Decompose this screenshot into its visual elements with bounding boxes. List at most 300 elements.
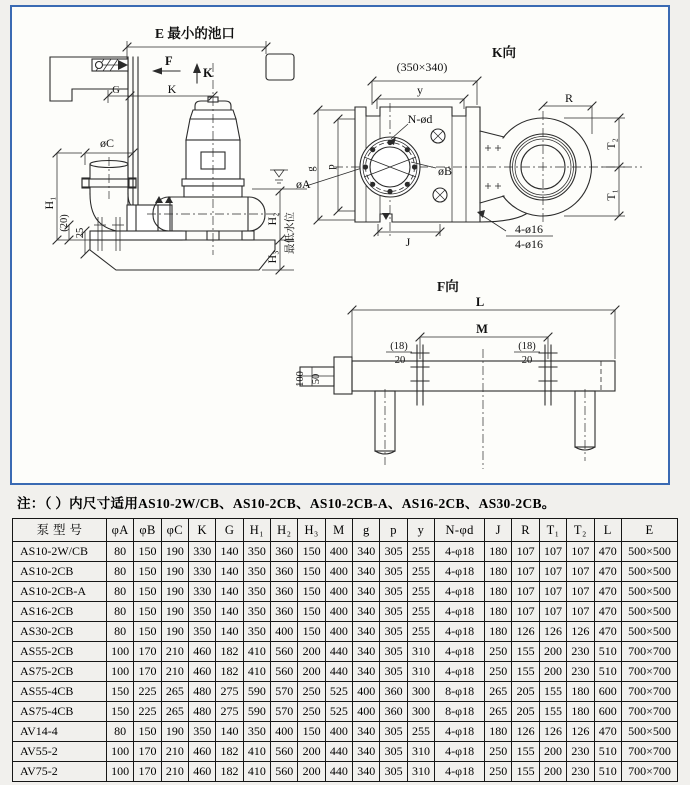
dimension-value-cell: 255 (407, 582, 434, 602)
dimension-value-cell: 410 (243, 662, 270, 682)
dimension-value-cell: 225 (134, 682, 161, 702)
table-row (13, 622, 678, 642)
dimension-value-cell: 500×500 (622, 582, 678, 602)
dimension-value-cell: 255 (407, 602, 434, 622)
dimension-value-cell: 126 (567, 622, 594, 642)
dimension-value-cell: 305 (380, 602, 407, 622)
table-header-row (13, 519, 678, 542)
dimension-value-cell: 305 (380, 642, 407, 662)
dimension-value-cell: 360 (380, 682, 407, 702)
dimension-value-cell: 150 (134, 622, 161, 642)
dimension-value-cell: 80 (107, 722, 134, 742)
dimension-value-cell: 8-φ18 (435, 682, 485, 702)
pump-model-cell: AS30-2CB (13, 622, 107, 642)
dimension-value-cell: 340 (353, 642, 380, 662)
drawing-frame (10, 5, 670, 485)
dimension-value-cell: 400 (353, 702, 380, 722)
dimension-value-cell: 460 (189, 742, 216, 762)
dimension-value-cell: 205 (512, 702, 539, 722)
dimension-value-cell: 4-φ18 (435, 742, 485, 762)
dim-label-y: y (417, 83, 423, 97)
dimension-value-cell: 400 (271, 622, 298, 642)
dimension-value-cell: 255 (407, 542, 434, 562)
dimension-value-cell: 150 (298, 602, 325, 622)
dimension-value-cell: 4-φ18 (435, 542, 485, 562)
pump-model-cell: AS75-4CB (13, 702, 107, 722)
dim-label-t2: T₂ (604, 138, 618, 150)
dimension-value-cell: 126 (567, 722, 594, 742)
dimension-value-cell: 265 (485, 682, 512, 702)
dimension-value-cell: 180 (485, 602, 512, 622)
column-header: φB (134, 519, 161, 542)
dimension-value-cell: 190 (161, 542, 188, 562)
dimension-value-cell: 500×500 (622, 542, 678, 562)
dimension-value-cell: 340 (353, 762, 380, 782)
column-header: φC (161, 519, 188, 542)
dimension-value-cell: 107 (539, 562, 566, 582)
dimension-value-cell: 107 (567, 542, 594, 562)
dimension-value-cell: 305 (380, 622, 407, 642)
dimension-value-cell: 500×500 (622, 602, 678, 622)
table-row (13, 702, 678, 722)
suction-flange (360, 137, 420, 197)
view-label-k: K (203, 66, 213, 80)
dimension-value-cell: 400 (325, 722, 352, 742)
dimension-value-cell: 305 (380, 742, 407, 762)
f-direction-view (295, 278, 619, 469)
column-header: T₁ (539, 519, 566, 542)
column-header: E (622, 519, 678, 542)
dimension-value-cell: 250 (298, 702, 325, 722)
dimension-value-cell: 305 (380, 562, 407, 582)
dimension-value-cell: 150 (298, 562, 325, 582)
dimension-value-cell: 170 (134, 642, 161, 662)
dimension-value-cell: 4-φ18 (435, 602, 485, 622)
dim-label-p-small: p (326, 164, 337, 170)
dimension-value-cell: 182 (216, 642, 243, 662)
dimension-value-cell: 500×500 (622, 622, 678, 642)
dimension-value-cell: 340 (353, 622, 380, 642)
dimension-value-cell: 460 (189, 762, 216, 782)
dimension-value-cell: 170 (134, 762, 161, 782)
dimension-value-cell: 350 (243, 542, 270, 562)
dimension-value-cell: 200 (298, 642, 325, 662)
pump-model-cell: AS10-2CB (13, 562, 107, 582)
dimension-value-cell: 150 (298, 622, 325, 642)
dimension-value-cell: 700×700 (622, 662, 678, 682)
column-header: G (216, 519, 243, 542)
dimension-value-cell: 340 (353, 562, 380, 582)
dimension-value-cell: 155 (539, 682, 566, 702)
dimension-value-cell: 460 (189, 642, 216, 662)
dimension-value-cell: 140 (216, 602, 243, 622)
dimension-value-cell: 700×700 (622, 702, 678, 722)
dimension-value-cell: 305 (380, 582, 407, 602)
dimension-value-cell: 107 (512, 602, 539, 622)
dimension-value-cell: 440 (325, 742, 352, 762)
dimension-value-cell: 250 (485, 742, 512, 762)
column-header: y (407, 519, 434, 542)
dim-label-phi-a: øA (296, 177, 311, 191)
dimension-value-cell: 250 (485, 662, 512, 682)
dimension-value-cell: 180 (567, 702, 594, 722)
dimension-value-cell: 350 (243, 622, 270, 642)
dimension-value-cell: 155 (512, 642, 539, 662)
dimension-value-cell: 182 (216, 662, 243, 682)
dimension-value-cell: 470 (594, 582, 622, 602)
dimension-value-cell: 170 (134, 742, 161, 762)
dimension-value-cell: 140 (216, 542, 243, 562)
dimension-value-cell: 400 (325, 562, 352, 582)
dimension-value-cell: 190 (161, 602, 188, 622)
support-legs (375, 389, 595, 465)
dimension-value-cell: 560 (271, 642, 298, 662)
dimension-value-cell: 525 (325, 682, 352, 702)
dimension-value-cell: 525 (325, 702, 352, 722)
dimension-value-cell: 200 (539, 742, 566, 762)
dimension-value-cell: 305 (380, 542, 407, 562)
dimension-value-cell: 360 (271, 602, 298, 622)
dimension-value-cell: 255 (407, 722, 434, 742)
dimension-value-cell: 155 (512, 742, 539, 762)
table-row (13, 562, 678, 582)
dimension-value-cell: 510 (594, 642, 622, 662)
dimension-value-cell: 305 (380, 722, 407, 742)
dimension-value-cell: 560 (271, 742, 298, 762)
dimension-value-cell: 275 (216, 702, 243, 722)
column-header: T₂ (567, 519, 594, 542)
dimension-value-cell: 440 (325, 662, 352, 682)
pump-model-cell: AS10-2CB-A (13, 582, 107, 602)
dimension-value-cell: 400 (353, 682, 380, 702)
dimension-value-cell: 400 (325, 622, 352, 642)
dimension-value-cell: 150 (107, 682, 134, 702)
end-flange (334, 357, 352, 394)
dimension-value-cell: 330 (189, 542, 216, 562)
dimension-value-cell: 510 (594, 742, 622, 762)
dimension-value-cell: 600 (594, 702, 622, 722)
dimension-value-cell: 265 (485, 702, 512, 722)
dimension-value-cell: 150 (298, 582, 325, 602)
dimension-value-cell: 200 (298, 662, 325, 682)
dimension-value-cell: 107 (512, 562, 539, 582)
dimension-value-cell: 340 (353, 742, 380, 762)
dimension-value-cell: 126 (512, 722, 539, 742)
dim-label-25: 25 (75, 227, 86, 239)
dimension-value-cell: 210 (161, 742, 188, 762)
dimension-value-cell: 200 (539, 662, 566, 682)
dimension-value-cell: 700×700 (622, 742, 678, 762)
dimension-value-cell: 310 (407, 662, 434, 682)
k-direction-view (306, 44, 642, 251)
column-header: M (325, 519, 352, 542)
dimension-value-cell: 180 (485, 622, 512, 642)
dimension-value-cell: 210 (161, 662, 188, 682)
column-header: 泵 型 号 (13, 519, 107, 542)
dimension-value-cell: 80 (107, 542, 134, 562)
dimension-value-cell: 150 (134, 722, 161, 742)
support-beam (352, 361, 615, 391)
dimension-value-cell: 400 (325, 542, 352, 562)
dimension-value-cell: 126 (539, 722, 566, 742)
dimension-value-cell: 470 (594, 622, 622, 642)
dimension-value-cell: 470 (594, 562, 622, 582)
dimension-value-cell: 150 (298, 542, 325, 562)
dimension-value-cell: 150 (134, 602, 161, 622)
dimension-value-cell: 350 (243, 562, 270, 582)
dimension-value-cell: 560 (271, 662, 298, 682)
dimension-value-cell: 150 (134, 582, 161, 602)
dimension-value-cell: 210 (161, 762, 188, 782)
table-row (13, 602, 678, 622)
pump-model-cell: AS16-2CB (13, 602, 107, 622)
dimension-value-cell: 600 (594, 682, 622, 702)
dimension-value-cell: 80 (107, 622, 134, 642)
column-header: g (353, 519, 380, 542)
dimension-value-cell: 100 (107, 762, 134, 782)
dim-label-h3: H₃ (265, 250, 279, 264)
dimension-value-cell: 190 (161, 722, 188, 742)
concrete-block (266, 54, 294, 80)
dimension-value-cell: 265 (161, 702, 188, 722)
column-header: φA (107, 519, 134, 542)
concrete-base (90, 240, 275, 270)
dimension-value-cell: 400 (271, 722, 298, 742)
dimension-value-cell: 210 (161, 642, 188, 662)
column-header: H₁ (243, 519, 270, 542)
dimension-value-cell: 100 (107, 642, 134, 662)
table-row (13, 742, 678, 762)
dimension-value-cell: 250 (298, 682, 325, 702)
dimension-value-cell: 350 (189, 622, 216, 642)
column-header: H₃ (298, 519, 325, 542)
dim-label-50: 50 (311, 373, 322, 385)
dimension-value-cell: 350 (243, 722, 270, 742)
dimension-value-cell: 460 (189, 662, 216, 682)
dimension-value-cell: 80 (107, 562, 134, 582)
dimension-value-cell: 440 (325, 762, 352, 782)
table-row (13, 542, 678, 562)
table-row (13, 662, 678, 682)
dimension-value-cell: 107 (539, 602, 566, 622)
dimension-value-cell: 310 (407, 762, 434, 782)
dimension-value-cell: 305 (380, 762, 407, 782)
dimension-value-cell: 255 (407, 562, 434, 582)
dim-label-20: (20) (59, 214, 70, 232)
dimension-value-cell: 182 (216, 742, 243, 762)
pump-installation-drawing (12, 7, 668, 483)
dimension-value-cell: 107 (567, 562, 594, 582)
submersible-pump (153, 97, 265, 240)
dimension-value-cell: 410 (243, 762, 270, 782)
dimension-value-cell: 4-φ18 (435, 582, 485, 602)
dim-label-n-phid: N-ød (407, 112, 433, 126)
base-plate (90, 231, 186, 240)
dimension-value-cell: 200 (298, 762, 325, 782)
dimension-value-cell: 700×700 (622, 762, 678, 782)
dimension-value-cell: 305 (380, 662, 407, 682)
dimension-value-cell: 310 (407, 742, 434, 762)
dimension-value-cell: 500×500 (622, 562, 678, 582)
dimension-value-cell: 500×500 (622, 722, 678, 742)
dimension-value-cell: 265 (161, 682, 188, 702)
pump-model-cell: AV75-2 (13, 762, 107, 782)
dimension-value-cell: 182 (216, 762, 243, 782)
dimension-value-cell: 360 (271, 542, 298, 562)
dimension-value-cell: 140 (216, 562, 243, 582)
table-body (13, 542, 678, 782)
dimension-value-cell: 340 (353, 722, 380, 742)
table-row (13, 582, 678, 602)
dimension-value-cell: 180 (485, 722, 512, 742)
dimension-value-cell: 200 (539, 762, 566, 782)
dimension-value-cell: 400 (325, 602, 352, 622)
dimension-value-cell: 107 (539, 582, 566, 602)
dimension-value-cell: 155 (512, 762, 539, 782)
dim-label-overall: (350×340) (396, 60, 448, 74)
f-view-title: F向 (437, 279, 459, 294)
dimension-value-cell: 4-φ18 (435, 722, 485, 742)
dimension-value-cell: 225 (134, 702, 161, 722)
dimension-value-cell: 126 (539, 622, 566, 642)
pump-model-cell: AS10-2W/CB (13, 542, 107, 562)
table-row (13, 722, 678, 742)
dimension-value-cell: 590 (243, 702, 270, 722)
column-header: N-φd (435, 519, 485, 542)
dimension-value-cell: 340 (353, 602, 380, 622)
dimension-value-cell: 230 (567, 762, 594, 782)
dimension-value-cell: 440 (325, 642, 352, 662)
dimension-value-cell: 140 (216, 622, 243, 642)
pump-model-cell: AV14-4 (13, 722, 107, 742)
dimension-value-cell: 150 (298, 722, 325, 742)
dimension-value-cell: 340 (353, 542, 380, 562)
dimension-value-cell: 350 (243, 602, 270, 622)
dimension-value-cell: 590 (243, 682, 270, 702)
pump-model-cell: AV55-2 (13, 742, 107, 762)
water-level-symbol (270, 170, 288, 183)
k-view-title: K向 (492, 45, 517, 60)
dimension-value-cell: 180 (485, 582, 512, 602)
dimension-value-cell: 400 (325, 582, 352, 602)
dimension-value-cell: 275 (216, 682, 243, 702)
dim-label-r: R (564, 91, 574, 105)
dimension-value-cell: 700×700 (622, 642, 678, 662)
dim-label-20-right: 20 (521, 355, 533, 366)
dimension-value-cell: 510 (594, 662, 622, 682)
dimension-value-cell: 700×700 (622, 682, 678, 702)
dimension-value-cell: 410 (243, 742, 270, 762)
dimension-value-cell: 330 (189, 582, 216, 602)
dimension-value-cell: 150 (107, 702, 134, 722)
dimension-value-cell: 480 (189, 702, 216, 722)
pump-model-cell: AS55-2CB (13, 642, 107, 662)
dim-label-t1: T₁ (604, 189, 618, 201)
table-row (13, 682, 678, 702)
dim-label-h1: H₁ (42, 196, 56, 210)
dim-label-20-left: 20 (394, 355, 406, 366)
dimension-value-cell: 360 (271, 562, 298, 582)
dimension-value-cell: 200 (539, 642, 566, 662)
dimension-value-cell: 470 (594, 722, 622, 742)
dimension-value-cell: 155 (539, 702, 566, 722)
n-phid-leader (391, 124, 408, 139)
dimension-value-cell: 107 (567, 582, 594, 602)
table-row (13, 762, 678, 782)
dimension-value-cell: 4-φ18 (435, 562, 485, 582)
label-bolts-lower: 4-ø16 (515, 237, 543, 251)
dim-label-g: G (112, 85, 120, 96)
dimension-value-cell: 570 (271, 702, 298, 722)
dim-label-pool-opening: E 最小的池口 (155, 26, 235, 41)
pump-model-cell: AS55-4CB (13, 682, 107, 702)
label-bolts-upper: 4-ø16 (515, 222, 543, 236)
dim-label-18-left: (18) (390, 341, 408, 352)
installation-view (42, 25, 362, 274)
dimension-value-cell: 310 (407, 642, 434, 662)
dim-label-m: M (476, 322, 488, 336)
label-min-water-level: 最低水位 (285, 212, 296, 254)
dimension-table (12, 518, 678, 782)
dimension-value-cell: 190 (161, 582, 188, 602)
dimension-value-cell: 340 (353, 662, 380, 682)
dimension-value-cell: 570 (271, 682, 298, 702)
dimension-value-cell: 4-φ18 (435, 762, 485, 782)
dim-label-18-right: (18) (518, 341, 536, 352)
dimension-value-cell: 80 (107, 582, 134, 602)
dimension-value-cell: 150 (134, 562, 161, 582)
dimension-value-cell: 480 (189, 682, 216, 702)
column-header: L (594, 519, 622, 542)
dimension-value-cell: 560 (271, 762, 298, 782)
dimension-value-cell: 107 (512, 542, 539, 562)
dimension-value-cell: 150 (134, 542, 161, 562)
dimension-value-cell: 180 (485, 562, 512, 582)
view-arrow-k (193, 63, 201, 83)
dimension-value-cell: 230 (567, 742, 594, 762)
dim-label-l: L (475, 295, 485, 309)
dimension-value-cell: 350 (189, 722, 216, 742)
column-header: p (380, 519, 407, 542)
pump-model-cell: AS75-2CB (13, 662, 107, 682)
dimension-value-cell: 470 (594, 602, 622, 622)
dimension-value-cell: 340 (353, 582, 380, 602)
dimension-value-cell: 360 (271, 582, 298, 602)
dimension-value-cell: 300 (407, 702, 434, 722)
dimension-value-cell: 170 (134, 662, 161, 682)
rail-bracket (92, 59, 128, 71)
dimension-value-cell: 350 (243, 582, 270, 602)
view-arrow-f (152, 68, 180, 75)
dimension-value-cell: 360 (380, 702, 407, 722)
dimension-value-cell: 100 (107, 662, 134, 682)
dimension-value-cell: 190 (161, 562, 188, 582)
dim-label-100: 100 (295, 371, 306, 387)
dimension-value-cell: 230 (567, 662, 594, 682)
dimension-value-cell: 230 (567, 642, 594, 662)
dimension-value-cell: 140 (216, 722, 243, 742)
dimension-value-cell: 107 (539, 542, 566, 562)
column-header: K (189, 519, 216, 542)
dimension-value-cell: 4-φ18 (435, 622, 485, 642)
dimension-value-cell: 8-φ18 (435, 702, 485, 722)
dimension-value-cell: 205 (512, 682, 539, 702)
table-note: 注：（ ）内尺寸适用AS10-2W/CB、AS10-2CB、AS10-2CB-A、AS16-2CB、AS30-2CB。 (17, 496, 556, 511)
column-header: H₂ (271, 519, 298, 542)
dimension-value-cell: 255 (407, 622, 434, 642)
table-row (13, 642, 678, 662)
dim-label-j: J (405, 235, 411, 249)
